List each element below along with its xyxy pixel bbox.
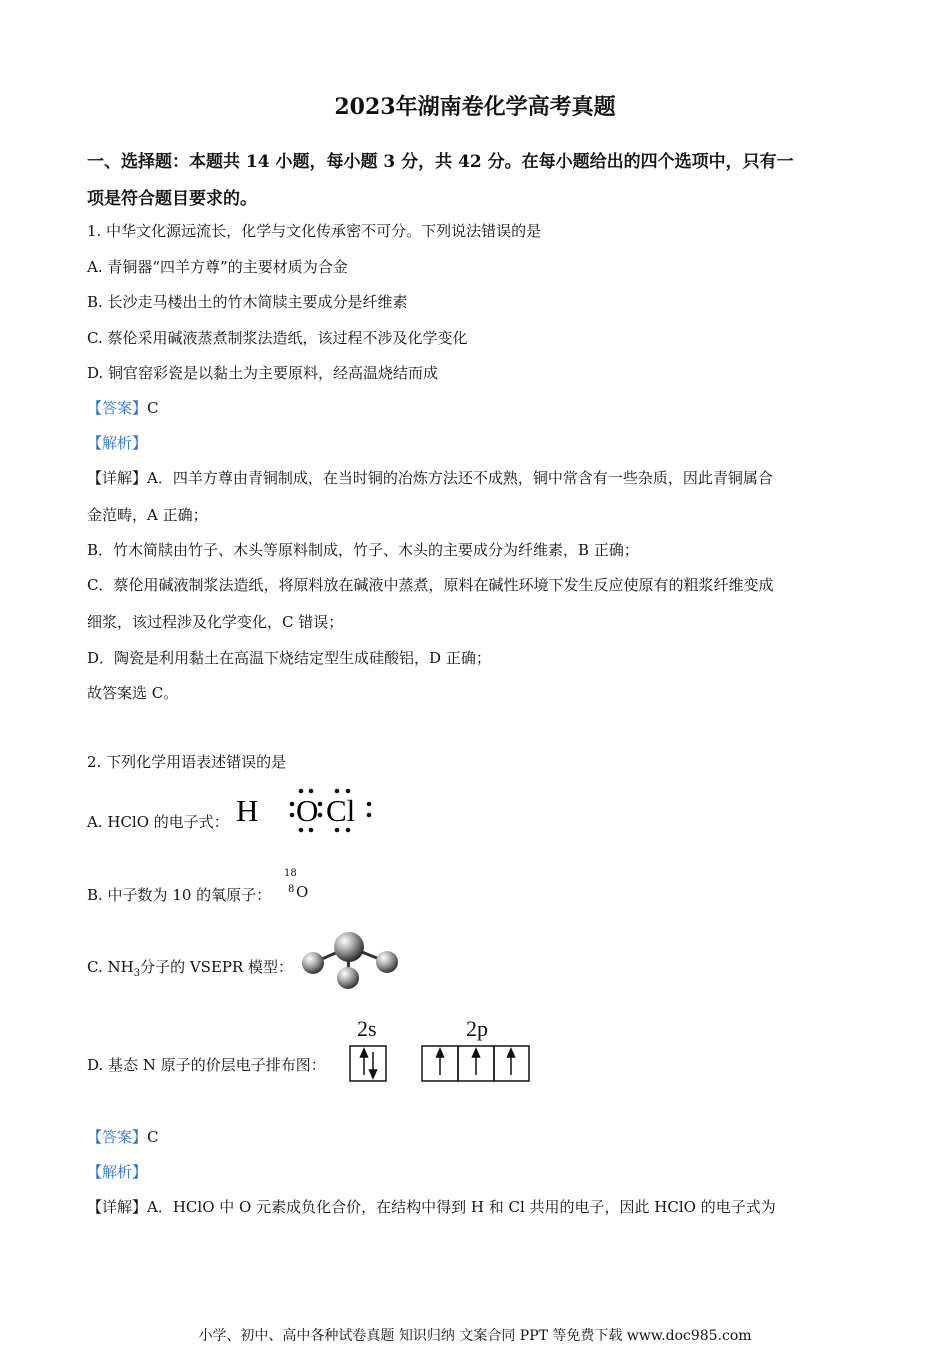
q1-detail-text: A．四羊方尊由青铜制成，在当时铜的冶炼方法还不成熟，铜中常含有一些杂质，因此青铜属合 (147, 469, 773, 487)
vsepr-model-image (298, 928, 402, 992)
orbital-2s-label: 2s (357, 1016, 377, 1041)
lewis-dot-diagram (232, 784, 382, 836)
q2-answer (87, 1126, 159, 1147)
optc-suffix: 分子的 VSEPR 模型： (140, 958, 294, 976)
q2-option-c (87, 956, 293, 979)
q1-analysis-tag: 【解析】 (87, 434, 148, 452)
optc-subscript: 3 (133, 968, 141, 979)
answer-tag: 【答案】 (87, 1128, 148, 1146)
orbital-2p-label: 2p (466, 1016, 488, 1041)
q1-detail-line7: 故答案选 C。 (87, 684, 179, 702)
isotope-mass-number: 18 (284, 868, 297, 879)
hclo-lewis-structure (232, 784, 382, 836)
lewis-cl: Cl (326, 793, 356, 828)
q1-detail-line2: 金范畴，A 正确； (87, 506, 208, 524)
q1-answer (87, 397, 159, 418)
q2-option-a: A. HClO 的电子式： (87, 813, 229, 831)
orbital-boxes (349, 1045, 531, 1083)
page-title: 2023年湖南卷化学高考真题 (334, 94, 616, 120)
q1-detail-line1 (87, 467, 773, 488)
q1-option-a: A. 青铜器“四羊方尊”的主要材质为合金 (87, 258, 348, 276)
isotope-symbol: O (296, 883, 309, 901)
q1-detail-line6: D．陶瓷是利用黏土在高温下烧结定型生成硅酸铝，D 正确； (87, 649, 491, 667)
detail-tag: 【详解】 (87, 1198, 148, 1216)
q1-detail-line3: B．竹木简牍由竹子、木头等原料制成，竹子、木头的主要成分为纤维素，B 正确； (87, 541, 639, 559)
answer-tag: 【答案】 (87, 399, 148, 417)
section-heading-line2: 项是符合题目要求的。 (87, 189, 257, 209)
q2-option-b: B. 中子数为 10 的氧原子： (87, 886, 272, 904)
lewis-h: H (236, 793, 259, 828)
q1-option-d: D. 铜官窑彩瓷是以黏土为主要原料，经高温烧结而成 (87, 364, 439, 382)
q1-detail-line4: C．蔡伦用碱液制浆法造纸，将原料放在碱液中蒸煮，原料在碱性环境下发生反应使原有的粗浆纤维变成 (87, 576, 774, 594)
orbital-diagram (349, 1045, 531, 1083)
lewis-o: O (296, 793, 319, 828)
q2-detail-text: A．HClO 中 O 元素成负化合价，在结构中得到 H 和 Cl 共用的电子，因此 HClO 的电子式为 (147, 1198, 776, 1216)
q2-option-d: D. 基态 N 原子的价层电子排布图： (87, 1056, 326, 1074)
q1-option-c: C. 蔡伦采用碱液蒸煮制浆法造纸，该过程不涉及化学变化 (87, 329, 468, 347)
q1-detail-line5: 细浆，该过程涉及化学变化，C 错误； (87, 613, 344, 631)
q2-answer-value: C (147, 1128, 159, 1146)
q2-detail-line1 (87, 1196, 776, 1217)
q2-analysis-tag: 【解析】 (87, 1163, 148, 1181)
page-footer: 小学、初中、高中各种试卷真题 知识归纳 文案合同 PPT 等免费下载 www.doc985.com (198, 1328, 752, 1344)
q1-answer-value: C (147, 399, 159, 417)
q2-stem: 2. 下列化学用语表述错误的是 (87, 753, 287, 771)
q1-option-b: B. 长沙走马楼出土的竹木简牍主要成分是纤维素 (87, 293, 408, 311)
detail-tag: 【详解】 (87, 469, 148, 487)
optc-prefix: C. NH (87, 958, 134, 976)
section-heading-line1: 一、选择题：本题共 14 小题，每小题 3 分，共 42 分。在每小题给出的四个选项中，只有一 (87, 152, 794, 172)
nh3-ball-stick-model (298, 928, 402, 992)
isotope-atomic-number: 8 (288, 884, 295, 895)
q1-stem: 1. 中华文化源远流长，化学与文化传承密不可分。下列说法错误的是 (87, 222, 542, 240)
